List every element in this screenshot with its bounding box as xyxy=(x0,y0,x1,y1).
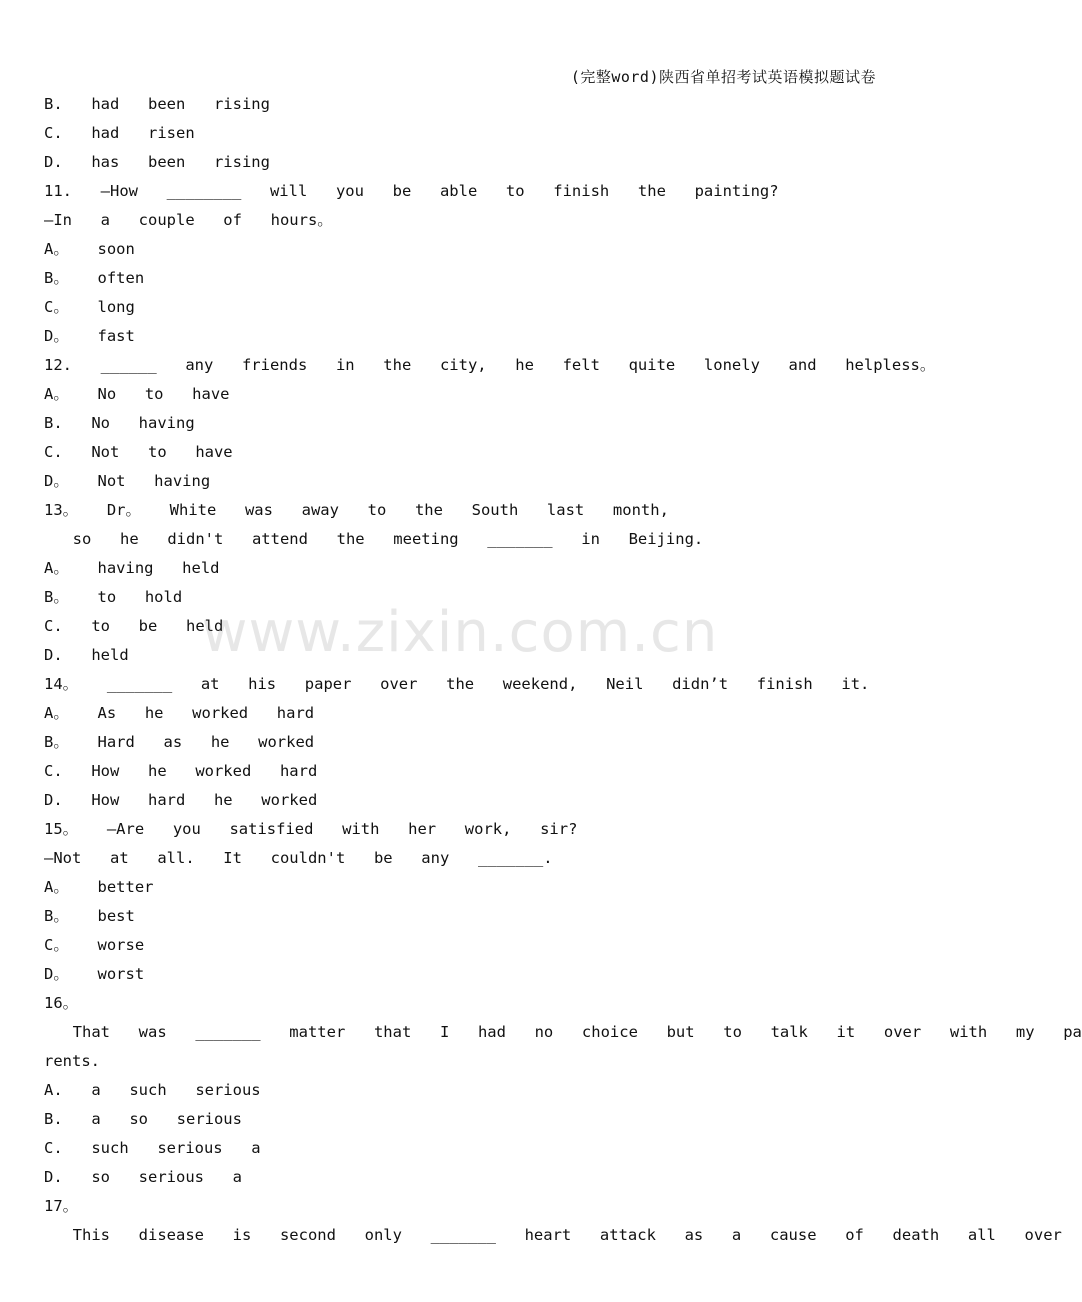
option-line: B。 often xyxy=(44,269,145,287)
option-line: B。 Hard as he worked xyxy=(44,733,315,751)
option-line: A。 As he worked hard xyxy=(44,704,315,722)
text-line: D. has been rising xyxy=(44,153,270,171)
question-line: 11. —How ________ will you be able to finish the painting? xyxy=(44,182,779,200)
option-line: C. How he worked hard xyxy=(44,762,318,780)
option-line: B. No having xyxy=(44,414,195,432)
watermark: www.zixin.com.cn xyxy=(201,600,719,665)
text-line: so he didn't attend the meeting _______ in Beijing. xyxy=(44,530,704,548)
option-line: D. so serious a xyxy=(44,1168,242,1186)
option-line: B。 to hold xyxy=(44,588,183,606)
text-line: This disease is second only _______ heart attack as a cause of death all over xyxy=(44,1226,1062,1244)
option-line: C。 long xyxy=(44,298,135,316)
option-line: D。 Not having xyxy=(44,472,211,490)
option-line: A。 No to have xyxy=(44,385,230,403)
text-line: C. had risen xyxy=(44,124,195,142)
text-line: B. had been rising xyxy=(44,95,270,113)
option-line: B. a so serious xyxy=(44,1110,242,1128)
question-line: 13。 Dr。 White was away to the South last month, xyxy=(44,501,669,519)
document-body xyxy=(44,90,1082,1250)
text-line: rents. xyxy=(44,1052,100,1070)
option-line: A。 soon xyxy=(44,240,135,258)
option-line: D. held xyxy=(44,646,129,664)
option-line: A。 having held xyxy=(44,559,220,577)
option-line: B。 best xyxy=(44,907,135,925)
option-line: A. a such serious xyxy=(44,1081,261,1099)
option-line: D。 worst xyxy=(44,965,145,983)
option-line: C. Not to have xyxy=(44,443,233,461)
text-line: That was _______ matter that I had no choice but to talk it over with my pa xyxy=(44,1023,1082,1041)
question-line: 16。 xyxy=(44,994,79,1012)
option-line: A。 better xyxy=(44,878,154,896)
option-line: C. to be held xyxy=(44,617,224,635)
option-line: D。 fast xyxy=(44,327,135,345)
question-line: 15。 —Are you satisfied with her work, sir? xyxy=(44,820,578,838)
document-header: (完整word)陕西省单招考试英语模拟题试卷 xyxy=(570,68,876,86)
text-line: —In a couple of hours。 xyxy=(44,211,333,229)
option-line: C。 worse xyxy=(44,936,145,954)
option-line: D. How hard he worked xyxy=(44,791,318,809)
option-line: C. such serious a xyxy=(44,1139,261,1157)
text-line: —Not at all. It couldn't be any _______. xyxy=(44,849,553,867)
question-line: 12. ______ any friends in the city, he felt quite lonely and helpless。 xyxy=(44,356,936,374)
question-line: 14。 _______ at his paper over the weekend, Neil didn’t finish it. xyxy=(44,675,870,693)
question-line: 17。 xyxy=(44,1197,79,1215)
